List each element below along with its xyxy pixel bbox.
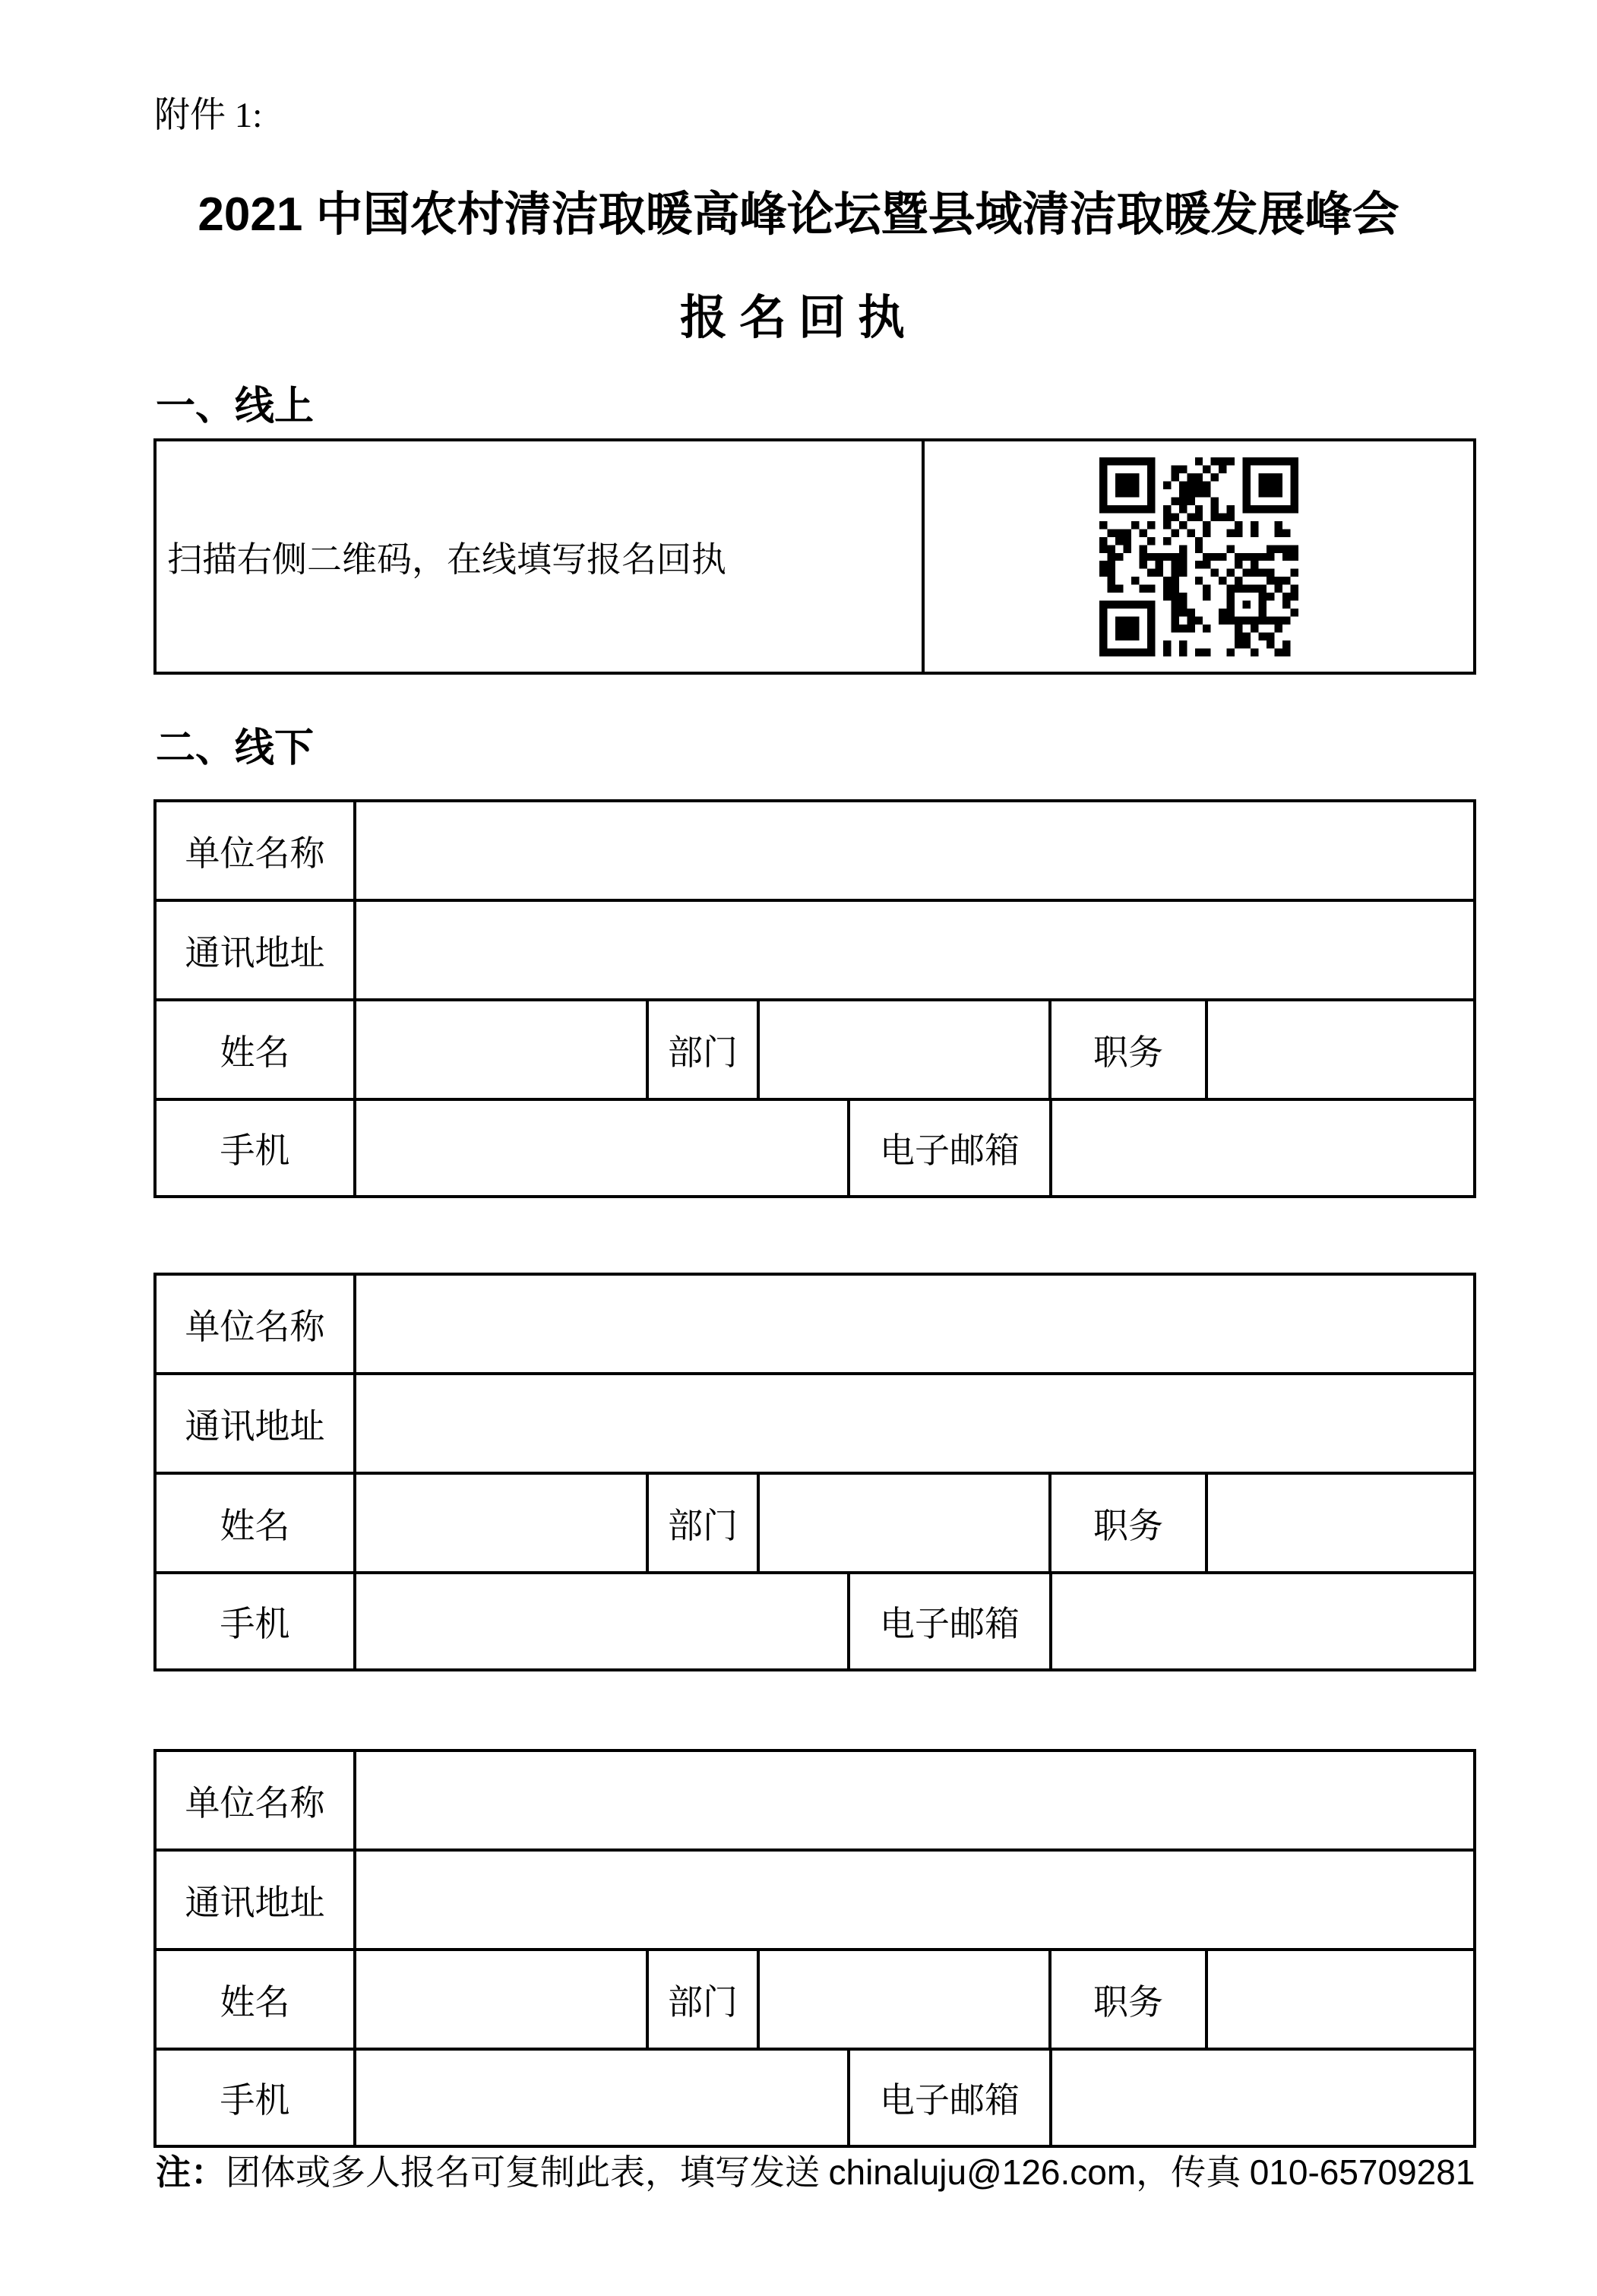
unit-name-row (157, 1276, 1473, 1375)
address-input-cell[interactable] (356, 1852, 1473, 1948)
document-subtitle: 报名回执 (679, 292, 917, 344)
mobile-label: 手机 (157, 1101, 356, 1195)
address-input-cell[interactable] (356, 902, 1473, 998)
email-input-cell[interactable] (1052, 1101, 1473, 1195)
email-input-cell[interactable] (1052, 2051, 1473, 2145)
position-label: 职务 (1051, 1001, 1208, 1098)
footer-note (156, 2149, 1493, 2196)
address-row (157, 902, 1473, 1001)
unit-name-input-cell[interactable] (356, 1752, 1473, 1849)
address-row (157, 1375, 1473, 1475)
note-prefix: 注： (156, 2152, 226, 2192)
name-input-cell[interactable] (356, 1001, 649, 1098)
mobile-input-cell[interactable] (356, 1101, 850, 1195)
address-label: 通讯地址 (157, 1375, 356, 1472)
section-heading-offline: 二、线下 (156, 726, 315, 770)
registration-table-3 (153, 1749, 1476, 2148)
unit-name-input-cell[interactable] (356, 802, 1473, 899)
position-input-cell[interactable] (1208, 1951, 1473, 2048)
name-label: 姓名 (157, 1475, 356, 1571)
unit-name-input-cell[interactable] (356, 1276, 1473, 1372)
address-row (157, 1852, 1473, 1951)
department-input-cell[interactable] (760, 1001, 1051, 1098)
position-input-cell[interactable] (1208, 1001, 1473, 1098)
qr-instruction-text: 扫描右侧二维码，在线填写报名回执 (157, 441, 925, 672)
department-label: 部门 (649, 1475, 760, 1571)
note-middle: ，传真 (1136, 2153, 1250, 2192)
unit-name-row (157, 1752, 1473, 1852)
unit-name-label: 单位名称 (157, 1276, 356, 1372)
mobile-label: 手机 (157, 2051, 356, 2145)
name-input-cell[interactable] (356, 1475, 649, 1571)
note-email: chinaluju@126.com (828, 2152, 1137, 2192)
note-body: 团体或多人报名可复制此表，填写发送 (226, 2153, 829, 2192)
name-input-cell[interactable] (356, 1951, 649, 2048)
mobile-input-cell[interactable] (356, 1574, 850, 1668)
email-input-cell[interactable] (1052, 1574, 1473, 1668)
registration-table-2 (153, 1273, 1476, 1671)
position-label: 职务 (1051, 1475, 1208, 1571)
registration-table-1 (153, 799, 1476, 1198)
email-label: 电子邮箱 (850, 1101, 1052, 1195)
email-label: 电子邮箱 (850, 2051, 1052, 2145)
unit-name-label: 单位名称 (157, 1752, 356, 1849)
address-label: 通讯地址 (157, 902, 356, 998)
document-title: 2021 中国农村清洁取暖高峰论坛暨县域清洁取暖发展峰会 (198, 188, 1399, 241)
name-dept-position-row (157, 1951, 1473, 2051)
unit-name-label: 单位名称 (157, 802, 356, 899)
address-input-cell[interactable] (356, 1375, 1473, 1472)
mobile-email-row (157, 1101, 1473, 1195)
name-label: 姓名 (157, 1001, 356, 1098)
name-dept-position-row (157, 1475, 1473, 1574)
department-label: 部门 (649, 1001, 760, 1098)
department-label: 部门 (649, 1951, 760, 2048)
email-label: 电子邮箱 (850, 1574, 1052, 1668)
qr-code-cell (925, 441, 1473, 672)
mobile-email-row (157, 2051, 1473, 2145)
address-label: 通讯地址 (157, 1852, 356, 1948)
name-dept-position-row (157, 1001, 1473, 1101)
section-heading-online: 一、线上 (156, 384, 315, 429)
qr-code-icon (1099, 457, 1298, 656)
department-input-cell[interactable] (760, 1951, 1051, 2048)
attachment-label: 附件 1: (154, 96, 263, 135)
note-fax: 010-65709281 (1249, 2152, 1475, 2192)
mobile-input-cell[interactable] (356, 2051, 850, 2145)
online-table-row (157, 441, 1473, 672)
unit-name-row (157, 802, 1473, 902)
mobile-email-row (157, 1574, 1473, 1668)
name-label: 姓名 (157, 1951, 356, 2048)
position-input-cell[interactable] (1208, 1475, 1473, 1571)
position-label: 职务 (1051, 1951, 1208, 2048)
department-input-cell[interactable] (760, 1475, 1051, 1571)
mobile-label: 手机 (157, 1574, 356, 1668)
online-table (153, 438, 1476, 675)
